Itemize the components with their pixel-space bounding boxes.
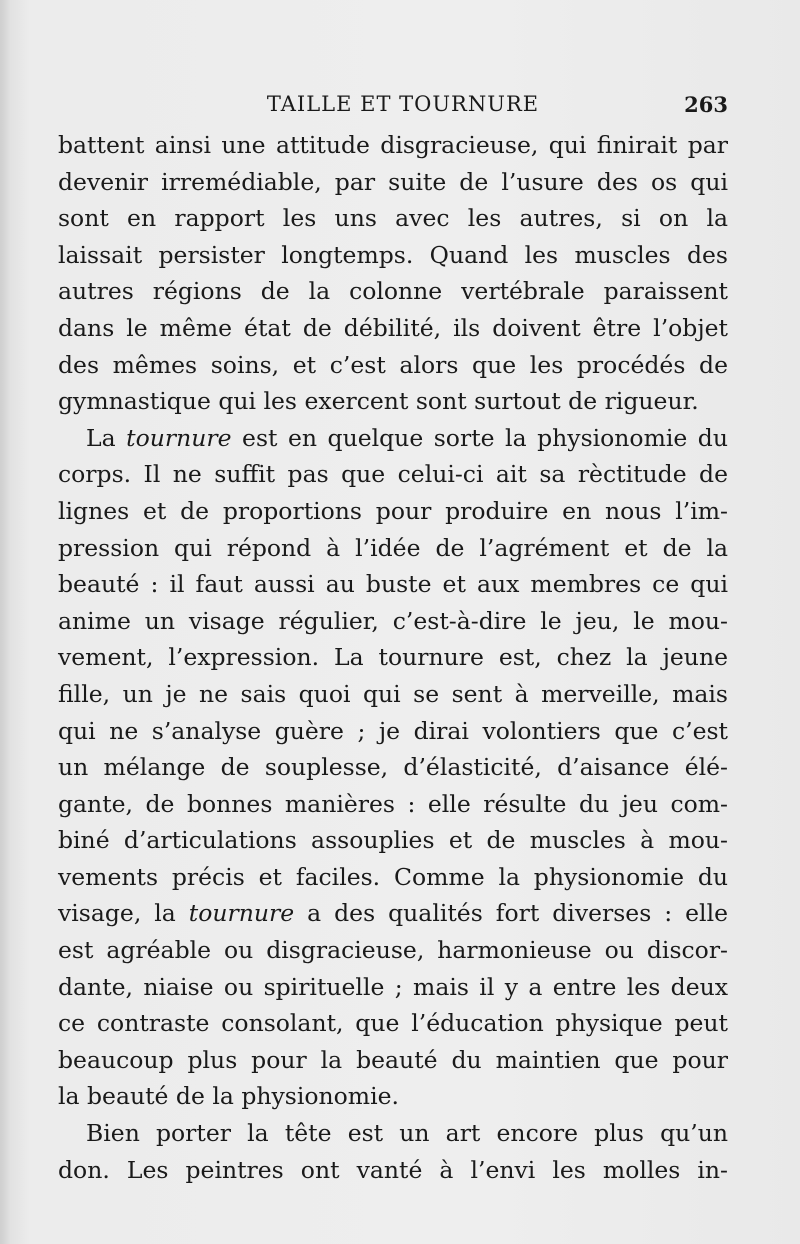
text-line: dans le même état de débilité, ils doivent être l’objet	[58, 313, 728, 342]
text-line: des mêmes soins, et c’est alors que les procédés de	[58, 350, 728, 379]
text-line: est agréable ou disgracieuse, harmonieuse ou discor-	[58, 936, 728, 965]
text-line: sont en rapport les uns avec les autres, si on la	[58, 204, 728, 233]
text-run: est en quelque sorte la physionomie du	[231, 423, 728, 452]
text-line: devenir irremédiable, par suite de l’usure des os qui	[58, 167, 728, 196]
text-line	[58, 420, 728, 457]
emphasis-text: tournure	[188, 899, 295, 928]
text-line	[58, 895, 728, 932]
emphasis-text: tournure	[126, 423, 232, 452]
body-text	[58, 127, 728, 1188]
page-number: 263	[684, 92, 728, 117]
text-line: fille, un je ne sais quoi qui se sent à merveille, mais	[58, 679, 728, 708]
text-line: corps. Il ne suffit pas que celui-ci ait sa rèctitude de	[58, 460, 728, 489]
text-run: visage, la	[58, 899, 189, 928]
text-line: qui ne s’analyse guère ; je dirai volontiers que c’est	[58, 716, 728, 745]
text-line: don. Les peintres ont vanté à l’envi les molles in-	[58, 1155, 728, 1184]
text-run: La	[86, 423, 127, 452]
text-line: battent ainsi une attitude disgracieuse, qui finirait par	[58, 131, 728, 159]
text-line: laissait persister longtemps. Quand les muscles des	[58, 240, 728, 269]
page-header	[58, 92, 728, 124]
text-line: beaucoup plus pour la beauté du maintien que pour	[58, 1045, 728, 1074]
paragraph-continuation	[58, 127, 728, 420]
text-run: a des qualités fort diverses : elle	[294, 899, 728, 928]
text-line: lignes et de proportions pour produire en nous l’im-	[58, 496, 728, 525]
text-line: vement, l’expression. La tournure est, chez la jeune	[58, 643, 728, 672]
text-line: pression qui répond à l’idée de l’agrément et de la	[58, 533, 728, 562]
text-line: autres régions de la colonne vertébrale paraissent	[58, 277, 728, 306]
running-title: TAILLE ET TOURNURE	[266, 92, 540, 116]
paragraph-tournure	[58, 420, 728, 1115]
text-line: un mélange de souplesse, d’élasticité, d’aisance élé-	[58, 753, 728, 782]
text-line: vements précis et faciles. Comme la physionomie du	[58, 862, 728, 891]
text-line: anime un visage régulier, c’est-à-dire le jeu, le mou-	[58, 606, 728, 635]
text-line: gante, de bonnes manières : elle résulte du jeu com-	[58, 789, 728, 818]
text-line: gymnastique qui les exercent sont surtout de rigueur.	[58, 387, 699, 416]
text-line: la beauté de la physionomie.	[58, 1082, 399, 1111]
text-line: beauté : il faut aussi au buste et aux membres ce qui	[58, 570, 728, 599]
text-line: ce contraste consolant, que l’éducation physique peut	[58, 1009, 728, 1038]
text-line: Bien porter la tête est un art encore plus qu’un	[86, 1119, 728, 1148]
paragraph-tete	[58, 1115, 728, 1188]
text-line: dante, niaise ou spirituelle ; mais il y a entre les deux	[58, 972, 728, 1001]
text-line: biné d’articulations assouplies et de muscles à mou-	[58, 826, 728, 855]
